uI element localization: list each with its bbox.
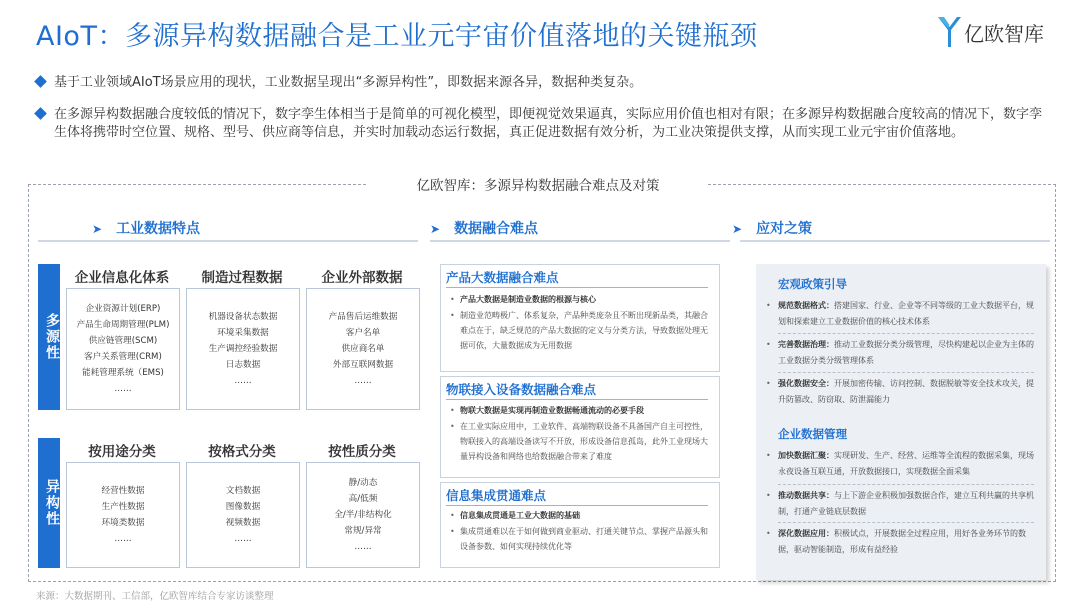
- logo-text: 亿欧智库: [964, 22, 1044, 46]
- policy-item: • 强化数据安全：开展加密传输、访问控制、数据脱敏等安全技术攻关，提升防篡改、防窃取、防泄漏能力: [766, 379, 1034, 404]
- side-label-heterogeneity: 异构性: [38, 438, 60, 568]
- policy-item: • 加快数据汇聚：实现研发、生产、经营、运维等全流程的数据采集，现场永夜设备互联互通，开放数据接口，实现数据全面采集: [766, 451, 1034, 476]
- difficulty-card-title: 产品大数据融合难点: [446, 270, 559, 285]
- logo-icon: [936, 14, 962, 48]
- data-box-by-usage: 经营性数据 生产性数据 环境类数据 ……: [66, 462, 180, 568]
- policy-separator: [778, 484, 1034, 485]
- page-title: AIoT：多源异构数据融合是工业元宇宙价值落地的关键瓶颈: [36, 21, 758, 52]
- data-box-by-nature: 静/动态 高/低频 全/半/非结构化 常规/异常 ……: [306, 462, 420, 568]
- difficulty-lead: • 物联大数据是实现再制造业数据畅通流动的必要手段: [450, 406, 644, 415]
- section-features: ➤ 工业数据特点: [92, 221, 201, 237]
- diagram-title: 亿欧智库：多源异构数据融合难点及对策: [368, 174, 708, 194]
- difficulty-body: • 在工业实际应用中，工业软件、高端物联设备不具备国产自主可控性，物联接入的高端设备读写不开放，形成设备信息孤岛，此外工业现场大量异构设备和网络也给数据融合带来了难度: [450, 422, 708, 461]
- intro-bullet-1: [36, 74, 1054, 92]
- policy-group-head: 企业数据管理: [778, 427, 847, 441]
- diamond-bullet-icon: [34, 75, 47, 88]
- policy-item: • 完善数据治理：推动工业数据分类分级管理，尽快构建起以企业为主体的工业数据分类分级管理体系: [766, 340, 1034, 365]
- section-difficulties: ➤ 数据融合难点: [430, 221, 539, 237]
- data-box-enterprise: 企业资源计划(ERP) 产品生命周期管理(PLM) 供应链管理(SCM) 客户关系管理(CRM) 能耗管理系统（EMS) ……: [66, 288, 180, 410]
- logo: [936, 14, 1058, 50]
- arrow-right-icon: ➤: [92, 222, 103, 236]
- diamond-bullet-icon: [34, 107, 47, 120]
- card-divider: [446, 287, 708, 288]
- intro-bullet-2: [36, 106, 1054, 142]
- column-head: 按用途分类: [88, 444, 156, 460]
- section-strategies: ➤ 应对之策: [732, 221, 813, 237]
- column-head: 按性质分类: [328, 444, 396, 460]
- difficulty-lead: • 信息集成贯通是工业大数据的基础: [450, 511, 580, 520]
- section-divider: [430, 240, 730, 242]
- column-head: 制造过程数据: [201, 270, 283, 286]
- policy-item: • 推动数据共享：与上下游企业积极加强数据合作，建立互利共赢的共享机制，打通产业链底层数据: [766, 491, 1034, 516]
- intro-bullet-text: 基于工业领域AIoT场景应用的现状，工业数据呈现出“多源异构性”，即数据来源各异，数据种类复杂。: [54, 75, 643, 90]
- side-label-multi-source: 多源性: [38, 264, 60, 410]
- policy-group-head: 宏观政策引导: [778, 277, 847, 291]
- card-divider: [446, 505, 708, 506]
- policy-item: • 深化数据应用：积极试点，开展数据全过程应用，用好各业务环节的数据，驱动智能制造，形成有益经验: [766, 529, 1026, 554]
- arrow-right-icon: ➤: [732, 222, 743, 236]
- policy-item: • 规范数据格式：搭建国家、行业、企业等不同等级的工业大数据平台，规划和探索建立工业数据价值的核心技术体系: [766, 301, 1034, 326]
- difficulty-card-title: 信息集成贯通难点: [446, 488, 547, 503]
- data-box-by-format: 文档数据 图像数据 视频数据 ……: [186, 462, 300, 568]
- section-divider: [740, 240, 1050, 242]
- difficulty-body: • 集成贯通难以在于如何做到商业驱动、打通关键节点、掌握产品源头和设备参数、如何实现持续优化等: [450, 527, 708, 551]
- difficulty-card-title: 物联接入设备数据融合难点: [446, 382, 597, 397]
- difficulty-body: • 制造业范畴极广、体系复杂，产品种类庞杂且不断出现新品类，其融合难点在于，缺乏规范的产品大数据的定义与分类方法，导致数据处理无据可依，大量数据成为无用数据: [450, 311, 708, 350]
- difficulty-lead: • 产品大数据是制造业数据的根源与核心: [450, 295, 596, 304]
- policy-separator: [778, 372, 1034, 373]
- column-head: 企业信息化体系: [74, 270, 170, 286]
- policy-separator: [778, 333, 1034, 334]
- section-divider: [38, 240, 418, 242]
- data-box-external: 产品售后运维数据 客户名单 供应商名单 外部互联网数据 ……: [306, 288, 420, 410]
- column-head: 按格式分类: [208, 444, 276, 460]
- policy-separator: [778, 522, 1034, 523]
- intro-bullet-text: 在多源异构数据融合度较低的情况下，数字孪生体相当于是简单的可视化模型，即便视觉效果逼真，实际应用价值也相对有限；在多源异构数据融合度较高的情况下，数字孪生体将携带时空位置、规格、型号、供应商等信息，并实时加载动态运行数据，真正促进数据有效分析，为工业决策提供支撑，从而实现工业元宇宙价值落地。: [54, 107, 1043, 140]
- card-divider: [446, 399, 708, 400]
- data-box-manufacturing: 机器设备状态数据 环境采集数据 生产调控经验数据 日志数据 ……: [186, 288, 300, 410]
- arrow-right-icon: ➤: [430, 222, 441, 236]
- source-note: 来源：大数据期刊、工信部，亿欧智库结合专家访谈整理: [36, 591, 274, 602]
- column-head: 企业外部数据: [321, 270, 403, 286]
